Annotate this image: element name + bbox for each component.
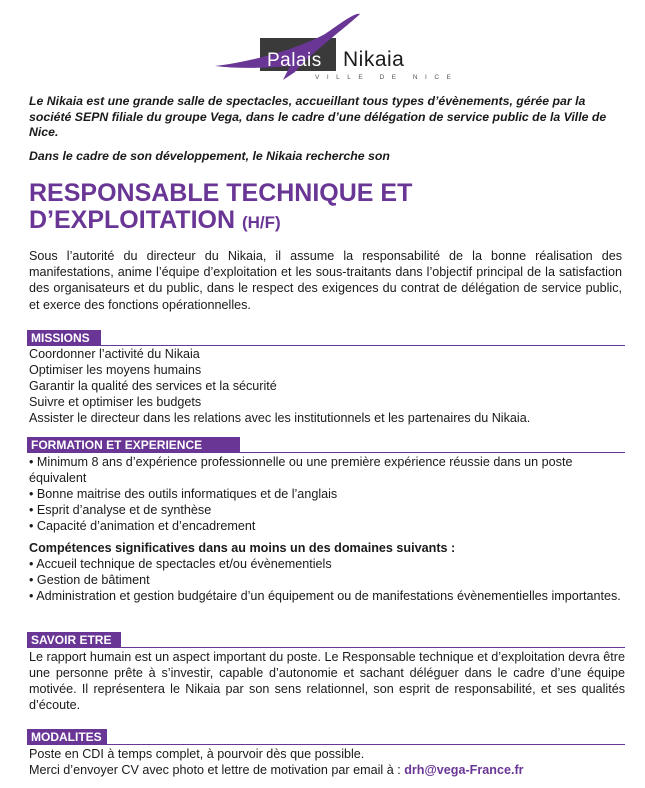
job-title <box>29 180 629 236</box>
list-item: • Gestion de bâtiment <box>29 573 150 587</box>
savoir-heading: SAVOIR ETRE <box>27 632 121 648</box>
modalites-line2 <box>29 762 625 778</box>
list-item: • Administration et gestion budgétaire d’un équipement ou de manifestations évènementielles importantes. <box>29 589 621 603</box>
list-item: Garantir la qualité des services et la sécurité <box>29 379 277 393</box>
list-item: • Accueil technique de spectacles et/ou évènementiels <box>29 557 332 571</box>
job-title-suffix: (H/F) <box>241 213 281 232</box>
palais-nikaia-logo <box>155 10 465 82</box>
job-description: Sous l’autorité du directeur du Nikaia, il assume la responsabilité de la bonne réalisation des manifestations, anime l’équipe d’exploitation et les sous-traitants dans l’objectif principal de la satisfaction des organisateurs et du public, dans le respect des exigences du contrat de délégation de service public, et exerce des fonctions opérationnelles. <box>29 249 622 312</box>
list-item: • Minimum 8 ans d’expérience professionnelle ou une première expérience réussie dans un poste équivalent <box>29 455 573 485</box>
list-item: Assister le directeur dans les relations avec les institutionnels et les partenaires du Nikaia. <box>29 411 531 425</box>
savoir-text: Le rapport humain est un aspect important du poste. Le Responsable technique et d’exploitation devra être une personne prête à s’investir, capable d’autonomie et sachant déléguer dans le cadre d’une équipe motivée. Il représentera le Nikaia par son sens relationnel, son esprit de responsabilité, et ses qualités d’écoute. <box>29 650 625 712</box>
formation-heading: FORMATION ET EXPERIENCE <box>27 437 240 453</box>
formation-list <box>29 454 625 604</box>
intro-paragraph: Le Nikaia est une grande salle de spectacles, accueillant tous types d’évènements, gérée par la société SEPN filiale du groupe Vega, dans le cadre d’une délégation de service public de la Ville de Nice. <box>29 94 607 139</box>
list-item: Suivre et optimiser les budgets <box>29 395 202 409</box>
modalites-instruction: Merci d’envoyer CV avec photo et lettre de motivation par email à : <box>29 763 401 777</box>
logo-city-text: VILLE DE NICE <box>315 74 459 81</box>
modalites-heading: MODALITES <box>27 729 107 745</box>
list-item: • Bonne maitrise des outils informatiques et de l’anglais <box>29 487 338 501</box>
modalites-text <box>29 746 625 778</box>
email-link[interactable]: drh@vega-France.fr <box>404 763 524 777</box>
job-title-line1: RESPONSABLE TECHNIQUE ET <box>29 179 413 207</box>
modalites-divider <box>27 744 625 745</box>
competences-heading: Compétences significatives dans au moins un des domaines suivants : <box>29 541 456 555</box>
logo-palais-text: Palais <box>267 50 322 71</box>
savoir-divider <box>27 647 625 648</box>
missions-list <box>29 346 625 426</box>
logo-nikaia-text: Nikaia <box>343 48 405 71</box>
missions-heading: MISSIONS <box>27 330 101 346</box>
job-title-line2: D’EXPLOITATION <box>29 206 236 234</box>
intro-lead-in: Dans le cadre de son développement, le Nikaia recherche son <box>29 149 390 163</box>
list-item: • Esprit d’analyse et de synthèse <box>29 503 212 517</box>
modalites-line1: Poste en CDI à temps complet, à pourvoir dès que possible. <box>29 747 365 761</box>
list-item: • Capacité d’animation et d’encadrement <box>29 519 256 533</box>
formation-divider <box>27 452 625 453</box>
list-item: Optimiser les moyens humains <box>29 363 202 377</box>
list-item: Coordonner l’activité du Nikaia <box>29 347 200 361</box>
